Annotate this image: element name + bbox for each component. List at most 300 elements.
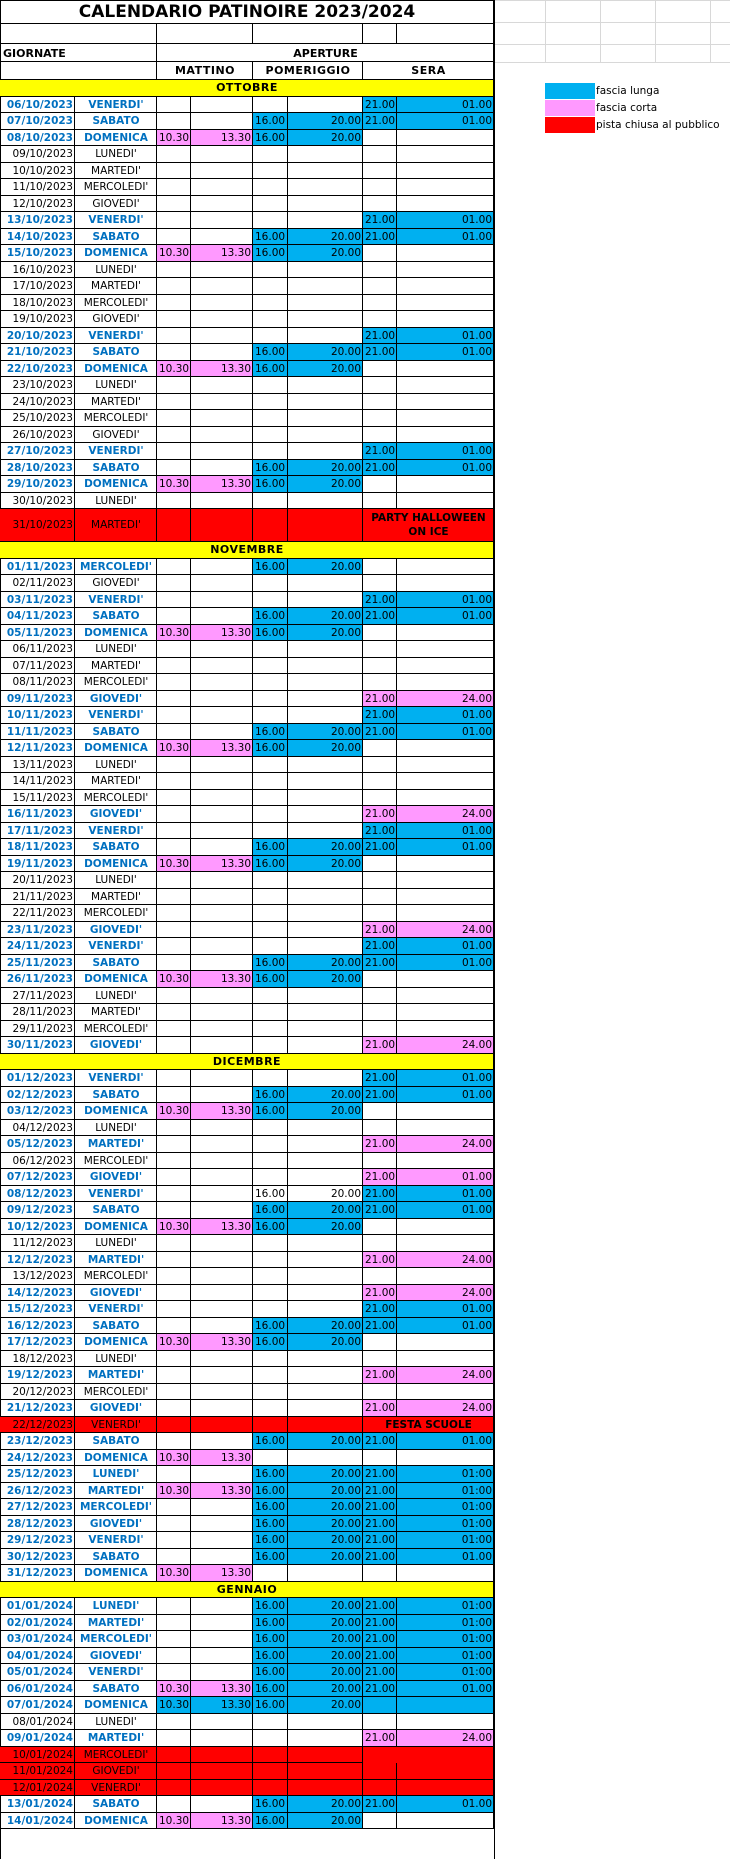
row-cell — [191, 1021, 253, 1038]
row-cell — [157, 1747, 191, 1764]
row-cell — [191, 905, 253, 922]
row-cell — [253, 757, 288, 774]
row-cell — [363, 856, 397, 873]
date-cell: 29/11/2023 — [12, 1022, 73, 1035]
sera-end-time: 24.00 — [461, 1138, 492, 1150]
sera-start-time: 21.00 — [365, 1666, 396, 1678]
sera-start-time: 21.00 — [365, 725, 396, 738]
pom-end-time: 20.00 — [330, 1187, 361, 1200]
row-cell — [191, 1714, 253, 1731]
row-cell — [191, 410, 253, 427]
date-cell: 24/12/2023 — [6, 1451, 73, 1464]
row-cell — [157, 1417, 191, 1434]
mat-end-time: 13.30 — [220, 131, 251, 144]
pom-end-time: 20.00 — [330, 973, 361, 985]
row-cell — [157, 1499, 191, 1516]
mat-start-time: 10.30 — [159, 1451, 190, 1464]
date-cell: 28/12/2023 — [6, 1517, 73, 1530]
row-cell — [157, 377, 191, 394]
date-cell: 13/11/2023 — [12, 758, 73, 771]
row-cell — [191, 179, 253, 196]
row-cell — [397, 790, 494, 807]
row-cell — [253, 97, 288, 114]
row-cell — [157, 460, 191, 477]
row-cell — [253, 196, 288, 213]
row-cell — [253, 707, 288, 724]
day-cell: DOMENICA — [84, 1105, 148, 1117]
sera-end-time: 01.00 — [461, 115, 492, 127]
pom-start-time: 16.00 — [255, 1633, 286, 1645]
row-cell — [363, 394, 397, 411]
row-cell — [288, 1730, 363, 1747]
row-cell — [397, 988, 494, 1005]
sera-start-time: 21.00 — [365, 1732, 396, 1744]
date-cell: 03/12/2023 — [6, 1105, 73, 1117]
row-cell — [191, 575, 253, 592]
row-cell — [397, 1450, 494, 1467]
sera-end-time: 01:00 — [461, 1633, 492, 1645]
row-cell — [157, 179, 191, 196]
row-cell — [363, 790, 397, 807]
sera-end-time: 24.00 — [461, 1402, 492, 1414]
row-cell — [288, 212, 363, 229]
day-cell: MARTEDI' — [91, 659, 141, 672]
sera-start-time: 21.00 — [365, 1303, 396, 1315]
sera-end-time: 01.00 — [461, 1088, 492, 1101]
row-cell — [157, 1285, 191, 1302]
sera-start-time: 21.00 — [365, 230, 396, 243]
mat-end-time: 13.30 — [220, 478, 251, 490]
row-cell — [191, 988, 253, 1005]
pom-end-time: 20.00 — [330, 626, 361, 639]
row-cell — [397, 278, 494, 295]
row-cell — [288, 97, 363, 114]
row-cell — [363, 410, 397, 427]
pom-start-time: 16.00 — [255, 742, 286, 754]
day-cell: SABATO — [92, 346, 140, 358]
day-cell: MARTEDI' — [87, 1369, 145, 1381]
mat-end-time: 13.30 — [220, 973, 251, 985]
legend-label-lunga: fascia lunga — [596, 85, 660, 97]
row-cell — [191, 1763, 253, 1780]
date-cell: 31/12/2023 — [6, 1567, 73, 1579]
mat-start-time: 10.30 — [159, 1814, 190, 1827]
row-cell — [157, 1730, 191, 1747]
row-cell — [191, 707, 253, 724]
day-cell: VENERDI' — [88, 214, 144, 226]
row-cell — [363, 1780, 397, 1797]
row-cell — [157, 443, 191, 460]
date-cell: 11/10/2023 — [12, 181, 73, 193]
day-cell: SABATO — [92, 1088, 140, 1101]
row-cell — [288, 674, 363, 691]
row-cell — [288, 641, 363, 658]
row-cell — [253, 328, 288, 345]
row-cell — [191, 460, 253, 477]
pom-end-time: 20.00 — [330, 1319, 361, 1332]
row-cell — [363, 905, 397, 922]
row-cell — [157, 311, 191, 328]
day-cell: SABATO — [92, 1204, 140, 1216]
sera-start-time: 21.00 — [365, 1402, 396, 1414]
day-cell: GIOVEDI' — [89, 1286, 143, 1299]
row-cell — [363, 377, 397, 394]
date-cell: 15/10/2023 — [6, 247, 73, 259]
sera-start-time: 21.00 — [365, 445, 396, 457]
mat-start-time: 10.30 — [159, 742, 190, 754]
date-cell: 14/11/2023 — [12, 775, 73, 787]
date-cell: 27/10/2023 — [6, 445, 73, 457]
pom-end-time: 20.00 — [330, 1105, 361, 1117]
pom-end-time: 20.00 — [330, 1616, 361, 1629]
row-cell — [191, 1235, 253, 1252]
row-cell — [288, 311, 363, 328]
row-cell — [253, 1565, 288, 1582]
pom-start-time: 16.00 — [255, 1517, 286, 1530]
date-cell: 12/11/2023 — [6, 742, 73, 754]
day-cell: GIOVEDI' — [89, 1039, 143, 1051]
row-cell — [397, 1780, 494, 1797]
pom-start-time: 16.00 — [255, 1105, 286, 1117]
date-cell: 12/10/2023 — [12, 197, 73, 210]
day-cell: GIOVEDI' — [89, 692, 143, 705]
pom-end-time: 20.00 — [330, 1088, 361, 1101]
sera-end-time: 01.00 — [461, 940, 492, 952]
row-cell — [191, 1466, 253, 1483]
row-cell — [253, 1235, 288, 1252]
pom-start-time: 16.00 — [255, 478, 286, 490]
row-cell — [191, 641, 253, 658]
row-cell — [397, 575, 494, 592]
date-cell: 25/11/2023 — [6, 956, 73, 969]
row-cell — [157, 1202, 191, 1219]
pom-start-time: 16.00 — [255, 857, 286, 870]
row-cell — [253, 377, 288, 394]
row-cell — [191, 1664, 253, 1681]
legend-swatch-chiusa — [545, 117, 595, 133]
row-cell — [397, 262, 494, 279]
row-cell — [191, 1400, 253, 1417]
date-cell: 12/12/2023 — [6, 1253, 73, 1266]
row-cell — [157, 1136, 191, 1153]
sera-start-time: 21.00 — [365, 1633, 396, 1645]
gridline-h — [494, 44, 730, 45]
row-cell — [253, 295, 288, 312]
sera-start-time: 21.00 — [365, 115, 396, 127]
row-cell — [157, 938, 191, 955]
sera-end-time: 01:00 — [461, 1666, 492, 1678]
row-cell — [157, 1433, 191, 1450]
sera-end-time: 24.00 — [461, 1286, 492, 1299]
row-cell — [397, 1219, 494, 1236]
header-blank-a — [157, 24, 253, 44]
row-cell — [191, 674, 253, 691]
row-cell — [191, 1598, 253, 1615]
row-cell — [288, 790, 363, 807]
row-cell — [157, 823, 191, 840]
row-cell — [288, 658, 363, 675]
row-cell — [288, 1070, 363, 1087]
mat-start-time: 10.30 — [159, 247, 190, 259]
pom-start-time: 16.00 — [255, 956, 286, 969]
mat-start-time: 10.30 — [159, 626, 190, 639]
sera-start-time: 21.00 — [365, 956, 396, 969]
sera-start-time — [363, 1697, 397, 1714]
row-cell — [157, 493, 191, 510]
day-cell: VENERDI' — [88, 709, 144, 721]
row-cell — [157, 1549, 191, 1566]
date-cell: 13/01/2024 — [6, 1798, 73, 1810]
row-cell — [288, 377, 363, 394]
pom-start-time: 16.00 — [255, 626, 286, 639]
row-cell — [363, 1004, 397, 1021]
row-cell — [157, 1367, 191, 1384]
date-cell: 07/11/2023 — [12, 659, 73, 672]
row-cell — [288, 1037, 363, 1054]
row-cell — [397, 196, 494, 213]
pom-start-time: 16.00 — [255, 1187, 286, 1200]
row-cell — [157, 988, 191, 1005]
pom-end-time: 20.00 — [330, 1484, 361, 1497]
pom-start-time: 16.00 — [255, 1220, 286, 1233]
date-cell: 02/01/2024 — [6, 1616, 73, 1629]
sera-start-time: 21.00 — [365, 1517, 396, 1530]
row-cell — [191, 1367, 253, 1384]
row-cell — [191, 1268, 253, 1285]
pom-start-time: 16.00 — [255, 560, 286, 573]
row-cell — [363, 658, 397, 675]
row-cell — [191, 394, 253, 411]
date-cell: 21/10/2023 — [6, 346, 73, 358]
sera-end-time: 01:00 — [461, 1517, 492, 1530]
date-cell: 29/12/2023 — [6, 1534, 73, 1546]
row-cell — [191, 1631, 253, 1648]
sera-start-time: 21.00 — [365, 1484, 396, 1497]
day-cell: DOMENICA — [84, 973, 148, 985]
row-cell — [253, 658, 288, 675]
mat-end-time: 13.30 — [220, 1336, 251, 1348]
header-blank-c — [363, 24, 397, 44]
row-cell — [288, 179, 363, 196]
date-cell: 22/12/2023 — [12, 1418, 73, 1431]
row-cell — [157, 509, 191, 542]
header-row2-right — [157, 44, 494, 62]
sera-end-time: 24.00 — [461, 1253, 492, 1266]
row-cell — [288, 1301, 363, 1318]
date-cell: 01/01/2024 — [6, 1600, 73, 1612]
row-cell — [191, 212, 253, 229]
pom-end-time: 20.00 — [330, 725, 361, 738]
row-cell — [191, 938, 253, 955]
row-cell — [363, 740, 397, 757]
sera-start-time: 21.00 — [365, 1649, 396, 1662]
pom-start-time: 16.00 — [255, 1204, 286, 1216]
day-cell: MERCOLEDI' — [83, 296, 149, 309]
sera-start-time: 21.00 — [365, 1550, 396, 1563]
date-cell: 10/01/2024 — [12, 1748, 73, 1761]
sera-end-time — [397, 1697, 494, 1714]
row-cell — [157, 641, 191, 658]
row-cell — [253, 1747, 288, 1764]
day-cell: LUNEDI' — [95, 494, 137, 507]
sera-end-time: 01.00 — [461, 956, 492, 969]
row-cell — [157, 1301, 191, 1318]
day-cell: SABATO — [92, 725, 140, 738]
row-cell — [191, 146, 253, 163]
row-cell — [363, 1813, 397, 1830]
row-cell — [157, 1186, 191, 1203]
row-cell — [397, 146, 494, 163]
pom-start-time: 16.00 — [255, 1649, 286, 1662]
sera-end-time: 01:00 — [461, 1501, 492, 1513]
day-cell: VENERDI' — [88, 1187, 144, 1200]
row-cell — [157, 658, 191, 675]
row-cell — [363, 1384, 397, 1401]
row-cell — [288, 592, 363, 609]
row-cell — [288, 1153, 363, 1170]
date-cell: 17/11/2023 — [6, 824, 73, 837]
pom-start-time: 16.00 — [255, 1550, 286, 1563]
row-cell — [397, 1351, 494, 1368]
row-cell — [191, 1499, 253, 1516]
row-cell — [191, 1532, 253, 1549]
row-cell — [253, 179, 288, 196]
row-cell — [157, 1037, 191, 1054]
row-cell — [191, 823, 253, 840]
row-cell — [191, 1615, 253, 1632]
sera-start-time: 21.00 — [365, 1171, 396, 1183]
pom-start-time: 16.00 — [255, 841, 286, 853]
row-cell — [157, 872, 191, 889]
date-cell: 18/12/2023 — [12, 1352, 73, 1365]
date-cell: 30/11/2023 — [6, 1039, 73, 1051]
row-cell — [253, 1384, 288, 1401]
mat-end-time: 13.30 — [220, 742, 251, 754]
row-cell — [157, 1169, 191, 1186]
day-cell: DOMENICA — [84, 1567, 148, 1579]
row-cell — [288, 1285, 363, 1302]
row-cell — [363, 641, 397, 658]
pom-start-time: 16.00 — [255, 1699, 286, 1711]
pom-start-time: 16.00 — [255, 247, 286, 259]
row-cell — [288, 1120, 363, 1137]
date-cell: 12/01/2024 — [12, 1781, 73, 1794]
row-cell — [363, 196, 397, 213]
row-cell — [288, 1714, 363, 1731]
sera-end-time: 01.00 — [461, 1072, 492, 1084]
row-cell — [253, 427, 288, 444]
pom-start-time: 16.00 — [255, 973, 286, 985]
row-cell — [288, 889, 363, 906]
date-cell: 27/12/2023 — [6, 1501, 73, 1513]
day-cell: GIOVEDI' — [92, 197, 140, 210]
row-cell — [157, 691, 191, 708]
date-cell: 05/11/2023 — [6, 626, 73, 639]
day-cell: LUNEDI' — [95, 643, 137, 655]
date-cell: 30/12/2023 — [6, 1550, 73, 1563]
event-label: PARTY HALLOWEEN ON ICE — [371, 512, 486, 538]
row-cell — [157, 922, 191, 939]
row-cell — [363, 262, 397, 279]
day-cell: SABATO — [92, 956, 140, 969]
day-cell: GIOVEDI' — [89, 808, 143, 820]
date-cell: 24/10/2023 — [12, 395, 73, 408]
row-cell — [397, 905, 494, 922]
row-cell — [191, 163, 253, 180]
pom-start-time: 16.00 — [255, 1814, 286, 1827]
date-cell: 09/10/2023 — [12, 148, 73, 160]
row-cell — [191, 509, 253, 542]
sera-end-time: 01.00 — [461, 346, 492, 358]
row-cell — [157, 1153, 191, 1170]
row-cell — [157, 674, 191, 691]
gridline-h — [494, 22, 730, 23]
sera-start-time: 21.00 — [365, 593, 396, 606]
legend-swatch-corta — [545, 100, 595, 116]
row-cell — [253, 773, 288, 790]
pom-end-time: 20.00 — [330, 560, 361, 573]
row-cell — [157, 707, 191, 724]
sera-start-time: 21.00 — [365, 461, 396, 474]
sera-end-time: 01.00 — [461, 1187, 492, 1200]
row-cell — [363, 493, 397, 510]
date-cell: 13/12/2023 — [12, 1270, 73, 1282]
day-cell: VENERDI' — [91, 1781, 141, 1794]
row-cell — [397, 1714, 494, 1731]
day-cell: DOMENICA — [84, 742, 148, 754]
row-cell — [363, 1021, 397, 1038]
row-cell — [363, 757, 397, 774]
row-cell — [157, 427, 191, 444]
date-cell: 30/10/2023 — [12, 494, 73, 507]
row-cell — [253, 790, 288, 807]
mat-end-time: 13.30 — [220, 1105, 251, 1117]
day-cell: DOMENICA — [84, 1220, 148, 1233]
day-cell: SABATO — [92, 230, 140, 243]
day-cell: SABATO — [92, 1798, 140, 1810]
row-cell — [288, 1565, 363, 1582]
row-cell — [253, 163, 288, 180]
header-sera: SERA — [411, 64, 446, 77]
day-cell: MARTEDI' — [91, 890, 141, 903]
pom-end-time: 20.00 — [330, 857, 361, 870]
row-cell — [288, 1367, 363, 1384]
date-cell: 10/11/2023 — [6, 709, 73, 721]
row-cell — [288, 1351, 363, 1368]
row-cell — [288, 163, 363, 180]
row-cell — [191, 773, 253, 790]
row-cell — [363, 476, 397, 493]
date-cell: 17/10/2023 — [12, 280, 73, 292]
day-cell: LUNEDI' — [95, 1352, 137, 1365]
day-cell: VENERDI' — [88, 1303, 144, 1315]
date-cell: 08/01/2024 — [12, 1715, 73, 1728]
day-cell: MERCOLEDI' — [83, 1022, 149, 1035]
row-cell — [191, 1351, 253, 1368]
day-cell: SABATO — [92, 1682, 140, 1695]
row-cell — [288, 427, 363, 444]
row-cell — [363, 1334, 397, 1351]
pom-start-time: 16.00 — [255, 1666, 286, 1678]
row-cell — [363, 773, 397, 790]
date-cell: 23/11/2023 — [6, 923, 73, 936]
date-cell: 16/12/2023 — [6, 1319, 73, 1332]
date-cell: 26/12/2023 — [6, 1484, 73, 1497]
row-cell — [288, 295, 363, 312]
row-cell — [191, 229, 253, 246]
date-cell: 07/10/2023 — [6, 115, 73, 127]
row-cell — [253, 1301, 288, 1318]
